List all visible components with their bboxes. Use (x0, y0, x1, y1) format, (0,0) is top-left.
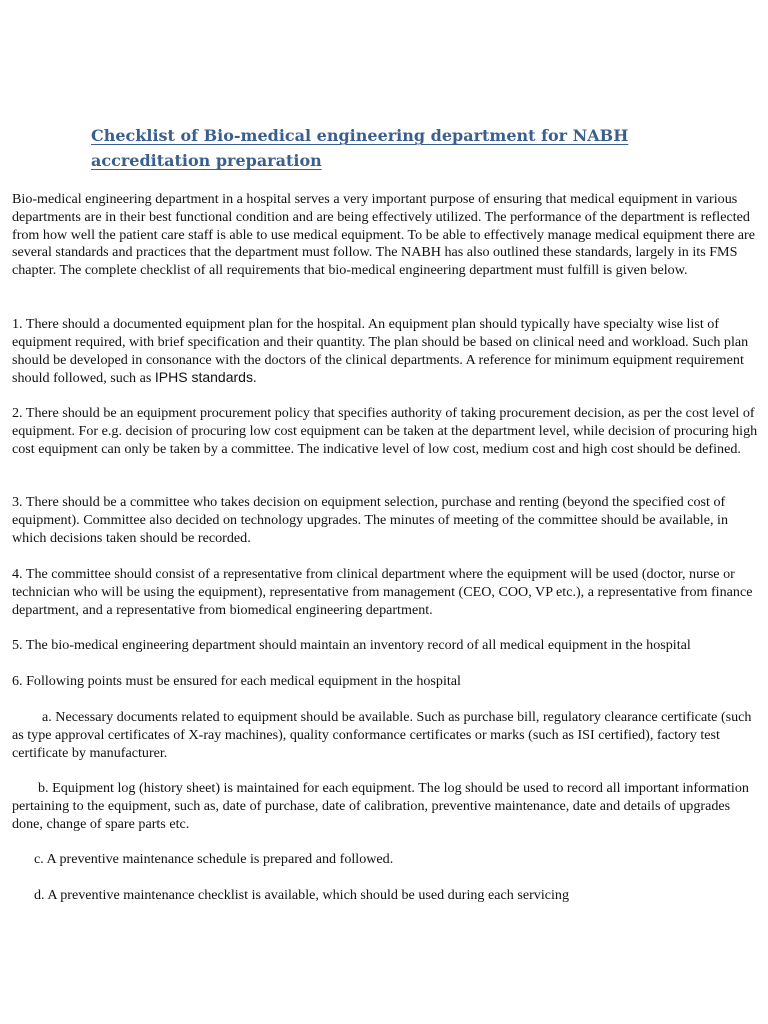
checklist-point-3: 3. There should be a committee who takes decision on equipment selection, purchase and renting (beyond the specified cost of equipment). Committee also decided on technology upgrades. The minutes of meeting of the committee should be available, in which decisions taken should be recorded. (12, 494, 728, 546)
checklist-point-5: 5. The bio-medical engineering department should maintain an inventory record of all medical equipment in the hospital (12, 637, 691, 653)
sub-point-b: b. Equipment log (history sheet) is maintained for each equipment. The log should be used to record all important information pertaining to the equipment, such as, date of purchase, date of calibration, preventive maintenance, date and details of upgrades done, change of spare parts etc. (12, 780, 749, 832)
sub-point-d: d. A preventive maintenance checklist is available, which should be used during each servicing (34, 887, 570, 903)
intro-paragraph: Bio-medical engineering department in a hospital serves a very important purpose of ensuring that medical equipment in various departments are in their best functional condition and are being effectively utilized. The performance of the department is reflected from how well the patient care staff is able to use medical equipment. To be able to effectively manage medical equipment there are several standards and practices that the department must follow. The NABH has also outlined these standards, largely in its FMS chapter. The complete checklist of all requirements that bio-medical engineering department must fulfill is given below. (12, 191, 755, 279)
iphs-standards-link[interactable]: IPHS standards (154, 369, 253, 386)
checklist-point-4: 4. The committee should consist of a representative from clinical department where the equipment will be used (doctor, nurse or technician who will be using the equipment), representative from management (CEO, COO, VP etc.), a representative from finance department, and a representative from biomedical engineering department. (12, 566, 753, 618)
checklist-point-2: 2. There should be an equipment procurement policy that specifies authority of taking procurement decision, as per the cost level of equipment. For e.g. decision of procuring low cost equipment can be taken at the department level, while decision of procuring high cost equipment can only be taken by a committee. The indicative level of low cost, medium cost and high cost should be defined. (12, 405, 758, 457)
sub-point-c: c. A preventive maintenance schedule is prepared and followed. (34, 851, 394, 867)
checklist-point-6: 6. Following points must be ensured for each medical equipment in the hospital (12, 673, 461, 689)
point-1-text: 1. There should a documented equipment plan for the hospital. An equipment plan should typically have specialty wise list of equipment required, with brief specification and their quantity. The plan should be based on clinical need and workload. Such plan should be developed in consonance with the doctors of the clinical departments. A reference for minimum equipment requirement should followed, such as (12, 316, 749, 387)
sub-point-a: a. Necessary documents related to equipment should be available. Such as purchase bill, regulatory clearance certificate (such as type approval certificates of X-ray machines), quality conformance certificates or marks (such as ISI certified), factory test certificate by manufacturer. (12, 709, 752, 761)
checklist-point-1 (12, 316, 758, 388)
document-title: Checklist of Bio-medical engineering department for NABH accreditation preparation (91, 126, 629, 170)
point-1-end: . (252, 370, 257, 387)
